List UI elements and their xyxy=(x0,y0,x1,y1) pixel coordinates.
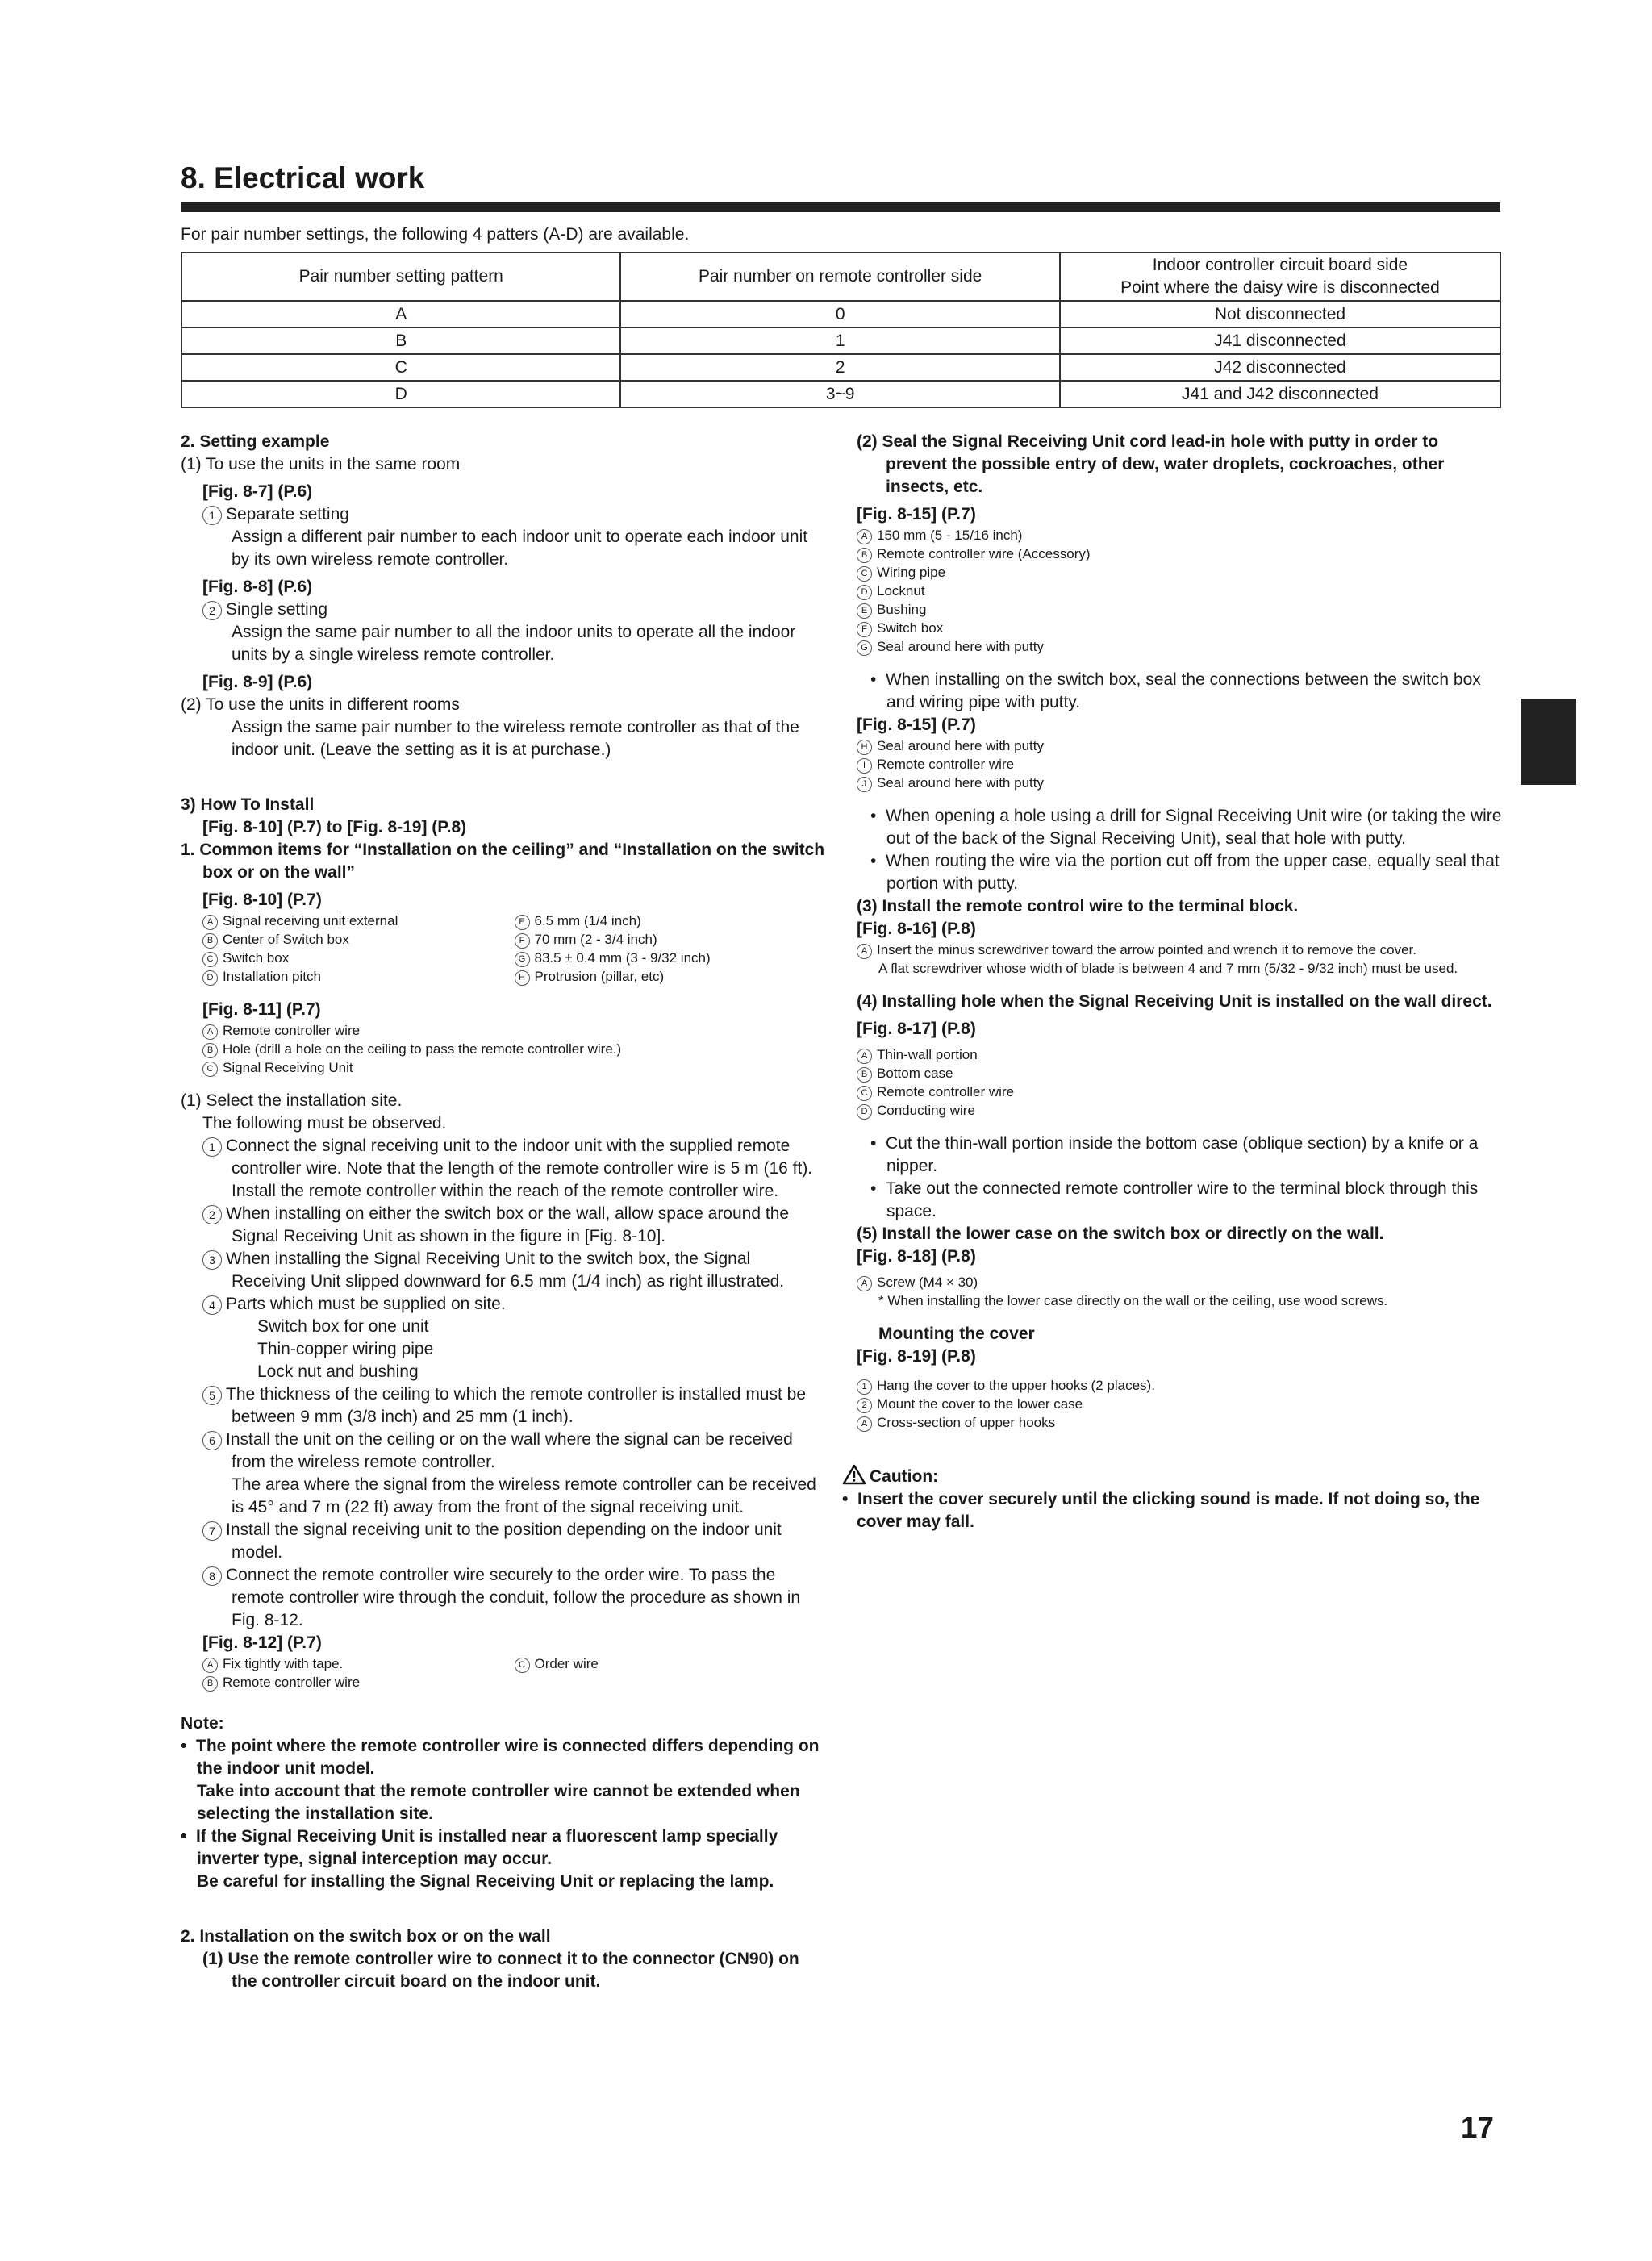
heading: 2. Installation on the switch box or on the wall xyxy=(181,1927,551,1946)
legend-item: G 83.5 ± 0.4 mm (3 - 9/32 inch) xyxy=(515,949,827,967)
legend-item: D Conducting wire xyxy=(857,1101,1502,1120)
bullet-item: • When installing on the switch box, seal the connections between the switch box and wiring pipe with putty. xyxy=(870,670,1481,711)
paragraph: Assign a different pair number to each indoor unit to operate each indoor unit by its own wireless remote controller. xyxy=(232,528,808,569)
fig-ref: [Fig. 8-15] (P.7) xyxy=(857,505,976,524)
legend-fig-8-16 xyxy=(857,941,1502,978)
fig-ref: [Fig. 8-17] (P.8) xyxy=(857,1020,976,1038)
heading: (5) Install the lower case on the switch box or directly on the wall. xyxy=(857,1224,1384,1243)
table-row: C 2 J42 disconnected xyxy=(181,354,1500,381)
legend-item: E Bushing xyxy=(857,600,1502,619)
legend-fig-8-11 xyxy=(181,1021,826,1077)
right-column xyxy=(842,431,1502,1533)
bullet-item: • When routing the wire via the portion cut off from the upper case, equally seal that portion with putty. xyxy=(870,852,1500,893)
pair-number-table xyxy=(181,252,1501,408)
step: 5 The thickness of the ceiling to which the remote controller is installed must be between 9 mm (3/8 inch) and 25 mm (1 inch). xyxy=(181,1383,826,1429)
paragraph: The following must be observed. xyxy=(202,1114,447,1133)
fig-ref: [Fig. 8-9] (P.6) xyxy=(202,673,313,691)
fig-ref: [Fig. 8-12] (P.7) xyxy=(202,1633,322,1652)
paragraph: Assign the same pair number to all the indoor units to operate all the indoor units by a single wireless remote controller. xyxy=(232,623,796,664)
subheading: (2) To use the units in different rooms xyxy=(181,695,460,714)
legend-item: C Wiring pipe xyxy=(857,563,1502,582)
legend-item: 2 Mount the cover to the lower case xyxy=(857,1395,1502,1413)
legend-item: F 70 mm (2 - 3/4 inch) xyxy=(515,930,827,949)
step: 1 Connect the signal receiving unit to the indoor unit with the supplied remote controller wire. Note that the length of the remote controller wire is 5 m (16 ft). Install the remote controller within the reach of the remote controller wire. xyxy=(181,1135,826,1203)
table-header: Pair number on remote controller side xyxy=(620,252,1059,301)
bullet-item: • Take out the connected remote controller wire to the terminal block through this space. xyxy=(870,1179,1479,1220)
legend-item: A flat screwdriver whose width of blade is between 4 and 7 mm (5/32 - 9/32 inch) must be used. xyxy=(878,961,1458,976)
heading: 3) How To Install xyxy=(181,795,315,814)
legend-item: A Thin-wall portion xyxy=(857,1045,1502,1064)
legend-item: C Remote controller wire xyxy=(857,1083,1502,1101)
legend-fig-8-15b xyxy=(857,736,1502,792)
legend-note: * When installing the lower case directly on the wall or the ceiling, use wood screws. xyxy=(878,1293,1388,1308)
fig-ref: [Fig. 8-15] (P.7) xyxy=(857,715,976,734)
legend-item: E 6.5 mm (1/4 inch) xyxy=(515,911,827,930)
fig-ref: [Fig. 8-16] (P.8) xyxy=(857,920,976,938)
legend-item: A 150 mm (5 - 15/16 inch) xyxy=(857,526,1502,544)
legend-item: A Signal receiving unit external xyxy=(202,911,515,930)
step: 2 When installing on either the switch box or the wall, allow space around the Signal Receiving Unit as shown in the figure in [Fig. 8-10]. xyxy=(181,1203,826,1248)
table-row: B 1 J41 disconnected xyxy=(181,327,1500,354)
note-item: • The point where the remote controller wire is connected differs depending on the indoor unit model. xyxy=(181,1737,820,1778)
legend-item: A Cross-section of upper hooks xyxy=(857,1413,1502,1432)
step: 6 Install the unit on the ceiling or on the wall where the signal can be received from the wireless remote controller. xyxy=(181,1429,826,1474)
title-rule xyxy=(181,202,1500,212)
table-row: D 3~9 J41 and J42 disconnected xyxy=(181,381,1500,407)
caution-title: Caution: xyxy=(842,1464,1502,1488)
legend-item: H Protrusion (pillar, etc) xyxy=(515,967,827,986)
heading: 2. Setting example xyxy=(181,432,330,451)
bullet-item: • When opening a hole using a drill for Signal Receiving Unit wire (or taking the wire out of the back of the Signal Receiving Unit), seal that hole with putty. xyxy=(870,807,1502,848)
intro-text: For pair number settings, the following 4 patters (A-D) are available. xyxy=(181,225,690,244)
fig-ref: [Fig. 8-7] (P.6) xyxy=(202,482,313,501)
legend-item: G Seal around here with putty xyxy=(857,637,1502,656)
legend-item: B Remote controller wire xyxy=(202,1673,515,1692)
heading: 1. Common items for “Installation on the ceiling” and “Installation on the switch box or on the wall” xyxy=(181,841,825,882)
table-header: Pair number setting pattern xyxy=(181,252,620,301)
section-title: 8. Electrical work xyxy=(181,161,425,194)
table-row: A 0 Not disconnected xyxy=(181,301,1500,327)
fig-ref: [Fig. 8-8] (P.6) xyxy=(202,578,313,596)
heading: (4) Installing hole when the Signal Receiving Unit is installed on the wall direct. xyxy=(857,992,1492,1011)
part-item: Thin-copper wiring pipe xyxy=(257,1340,434,1358)
step: 1 Separate setting xyxy=(181,503,826,526)
legend-item: B Hole (drill a hole on the ceiling to pass the remote controller wire.) xyxy=(202,1040,826,1058)
step: 8 Connect the remote controller wire securely to the order wire. To pass the remote controller wire through the conduit, follow the procedure as shown in Fig. 8-12. xyxy=(181,1564,826,1632)
legend-item: A Insert the minus screwdriver toward the arrow pointed and wrench it to remove the cover. xyxy=(857,941,1502,959)
legend-item: H Seal around here with putty xyxy=(857,736,1502,755)
fig-ref: [Fig. 8-10] (P.7) xyxy=(202,891,322,909)
legend-fig-8-17 xyxy=(857,1045,1502,1120)
note-item: Take into account that the remote controller wire cannot be extended when selecting the installation site. xyxy=(197,1782,800,1823)
section-tab-marker xyxy=(1521,699,1576,785)
part-item: Lock nut and bushing xyxy=(257,1362,419,1381)
left-column xyxy=(181,431,826,1993)
legend-fig-8-12 xyxy=(181,1654,826,1692)
note-item: Be careful for installing the Signal Receiving Unit or replacing the lamp. xyxy=(197,1872,774,1891)
note-title: Note: xyxy=(181,1714,224,1733)
subheading: (1) To use the units in the same room xyxy=(181,455,461,473)
step: 4 Parts which must be supplied on site. xyxy=(181,1293,826,1316)
warning-icon xyxy=(842,1464,866,1485)
legend-item: A Remote controller wire xyxy=(202,1021,826,1040)
legend-item: B Center of Switch box xyxy=(202,930,515,949)
legend-item: C Switch box xyxy=(202,949,515,967)
heading: (2) Seal the Signal Receiving Unit cord lead-in hole with putty in order to prevent the possible entry of dew, water droplets, cockroaches, other insects, etc. xyxy=(857,432,1445,496)
subheading: Mounting the cover xyxy=(878,1324,1035,1343)
fig-ref: [Fig. 8-10] (P.7) to [Fig. 8-19] (P.8) xyxy=(202,818,467,836)
table-header: Indoor controller circuit board side Point where the daisy wire is disconnected xyxy=(1060,252,1500,301)
bullet-item: • Cut the thin-wall portion inside the bottom case (oblique section) by a knife or a nipper. xyxy=(870,1134,1479,1175)
legend-fig-8-19 xyxy=(857,1376,1502,1432)
paragraph: The area where the signal from the wireless remote controller can be received is 45° and 7 m (22 ft) away from the front of the signal receiving unit. xyxy=(232,1475,816,1516)
legend-item: I Remote controller wire xyxy=(857,755,1502,774)
legend-item: 1 Hang the cover to the upper hooks (2 places). xyxy=(857,1376,1502,1395)
legend-fig-8-15a xyxy=(857,526,1502,656)
legend-item: A Fix tightly with tape. xyxy=(202,1654,515,1673)
fig-ref: [Fig. 8-18] (P.8) xyxy=(857,1247,976,1266)
legend-fig-8-18 xyxy=(857,1273,1502,1310)
legend-item: C Signal Receiving Unit xyxy=(202,1058,826,1077)
legend-item: F Switch box xyxy=(857,619,1502,637)
legend-item: D Installation pitch xyxy=(202,967,515,986)
subheading: (1) Select the installation site. xyxy=(181,1091,403,1110)
step: 2 Single setting xyxy=(181,599,826,621)
step: 7 Install the signal receiving unit to the position depending on the indoor unit model. xyxy=(181,1519,826,1564)
legend-item: A Screw (M4 × 30) xyxy=(857,1273,1502,1291)
legend-item: B Bottom case xyxy=(857,1064,1502,1083)
legend-item: B Remote controller wire (Accessory) xyxy=(857,544,1502,563)
fig-ref: [Fig. 8-19] (P.8) xyxy=(857,1347,976,1366)
heading: (3) Install the remote control wire to the terminal block. xyxy=(857,897,1299,916)
legend-item: D Locknut xyxy=(857,582,1502,600)
step: 3 When installing the Signal Receiving Unit to the switch box, the Signal Receiving Unit slipped downward for 6.5 mm (1/4 inch) as right illustrated. xyxy=(181,1248,826,1293)
legend-item: C Order wire xyxy=(515,1654,827,1673)
legend-item: J Seal around here with putty xyxy=(857,774,1502,792)
note-item: • If the Signal Receiving Unit is installed near a fluorescent lamp specially inverter type, signal interception may occur. xyxy=(181,1827,778,1868)
paragraph: Assign the same pair number to the wireless remote controller as that of the indoor unit. (Leave the setting as it is at purchase.) xyxy=(232,718,799,759)
part-item: Switch box for one unit xyxy=(257,1317,429,1336)
page-number: 17 xyxy=(1460,2111,1494,2144)
heading: (1) Use the remote controller wire to connect it to the connector (CN90) on the controller circuit board on the indoor unit. xyxy=(202,1950,799,1991)
caution-text: • Insert the cover securely until the clicking sound is made. If not doing so, the cover may fall. xyxy=(842,1490,1480,1531)
fig-ref: [Fig. 8-11] (P.7) xyxy=(202,1000,321,1019)
legend-fig-8-10 xyxy=(181,911,826,986)
